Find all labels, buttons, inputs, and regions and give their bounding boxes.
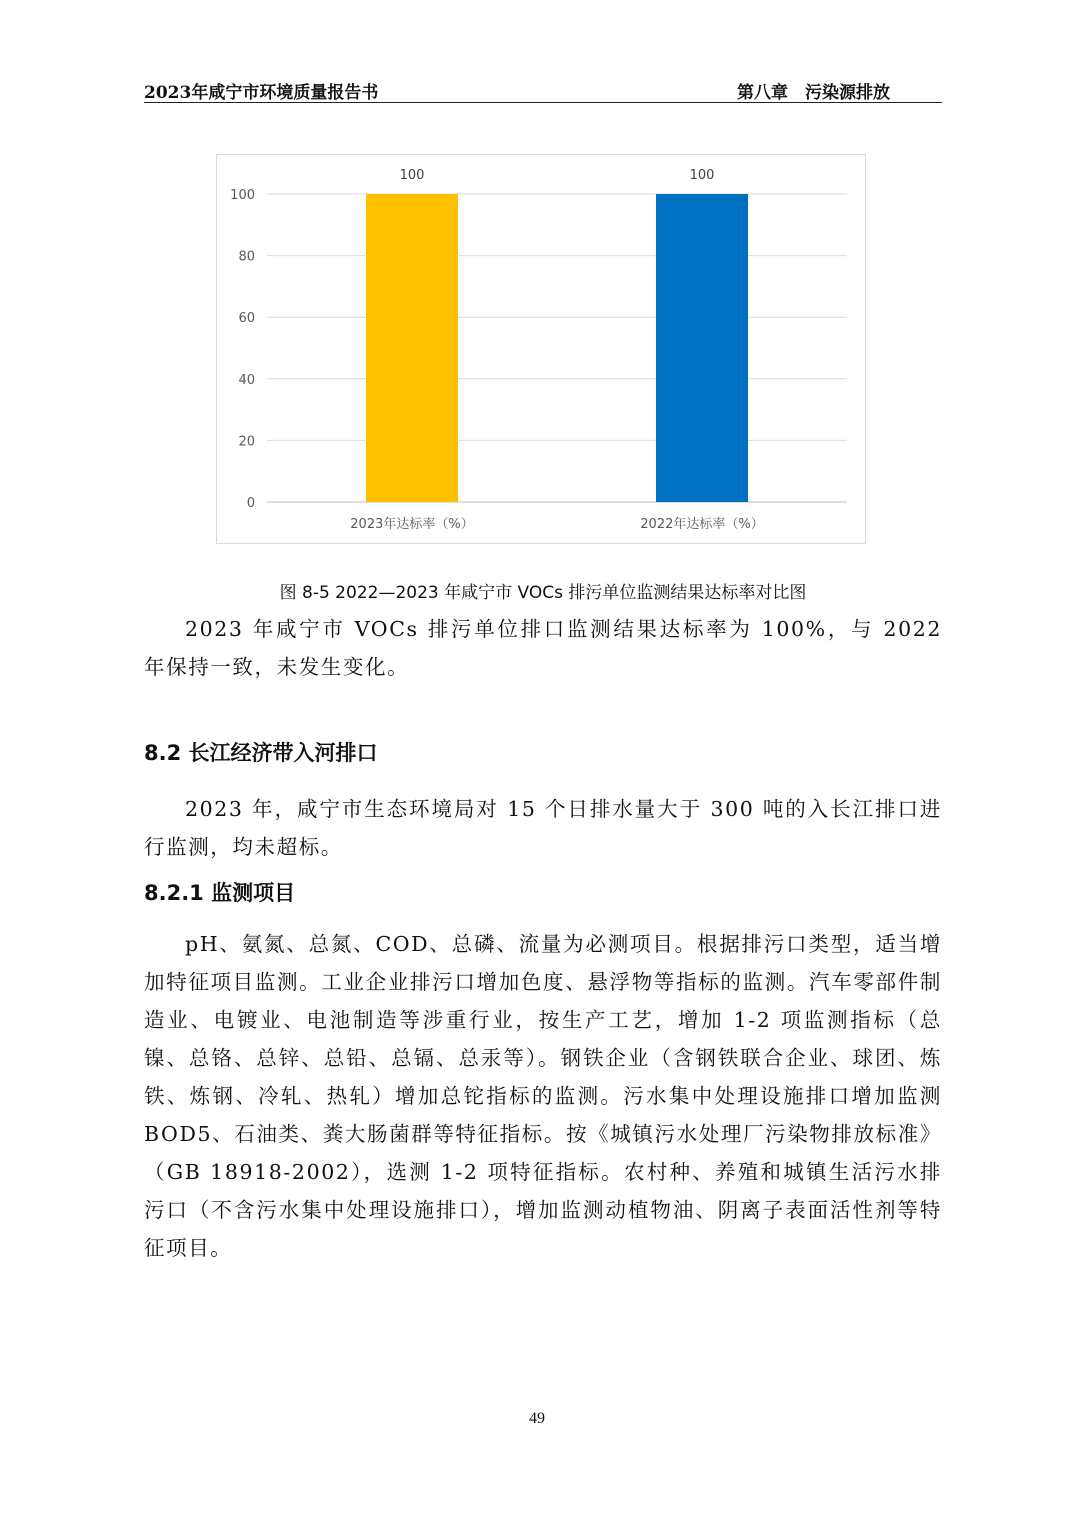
data-label: 100 (399, 168, 425, 183)
y-tick-label: 0 (246, 496, 255, 511)
paragraph-yangtze-outlets: 2023 年，咸宁市生态环境局对 15 个日排水量大于 300 吨的入长江排口进行监测，均未超标。 (144, 797, 942, 859)
y-tick-label: 80 (238, 249, 255, 265)
y-tick-label: 60 (238, 311, 255, 327)
section-heading-8-2-1: 8.2.1 监测项目 (144, 881, 296, 905)
y-tick-label: 40 (238, 372, 255, 388)
paragraph-vocs-result: 2023 年咸宁市 VOCs 排污单位排口监测结果达标率为 100%，与 2022 年保持一致，未发生变化。 (144, 617, 942, 679)
bar (366, 194, 458, 502)
header-chapter: 第八章 污染源排放 (737, 83, 890, 103)
figure-caption: 图 8-5 2022—2023 年咸宁市 VOCs 排污单位监测结果达标率对比图 (279, 583, 807, 603)
page-header (144, 76, 942, 103)
data-label: 100 (689, 168, 715, 183)
x-tick-label: 2022年达标率（%） (640, 517, 764, 532)
bar-chart (216, 154, 866, 544)
page-number: 49 (529, 1410, 545, 1427)
x-tick-label: 2023年达标率（%） (350, 517, 474, 532)
y-tick-label: 100 (230, 188, 255, 203)
bar-chart-svg (217, 155, 865, 543)
section-heading-8-2: 8.2 长江经济带入河排口 (144, 741, 378, 765)
bar (656, 194, 748, 502)
y-tick-label: 20 (238, 434, 255, 450)
paragraph-monitoring-items: pH、氨氮、总氮、COD、总磷、流量为必测项目。根据排污口类型，适当增加特征项目监测。工业企业排污口增加色度、悬浮物等指标的监测。汽车零部件制造业、电镀业、电池制造等涉重行业，按生产工艺，增加 1-2 项监测指标（总镍、总铬、总锌、总铅、总镉、总汞等）。钢铁企业（含钢铁联合企业、球团、炼铁、炼钢、冷轧、热轧）增加总铊指标的监测。污水集中处理设施排口增加监测 BOD5、石油类、粪大肠菌群等特征指标。按《城镇污水处理厂污染物排放标准》（GB 18918-2002），选测 1-2 项特征指标。农村种、养殖和城镇生活污水排污口（不含污水集中处理设施排口），增加监测动植物油、阴离子表面活性剂等特征项目。 (144, 932, 942, 1260)
header-title: 2023年咸宁市环境质量报告书 (144, 83, 379, 103)
